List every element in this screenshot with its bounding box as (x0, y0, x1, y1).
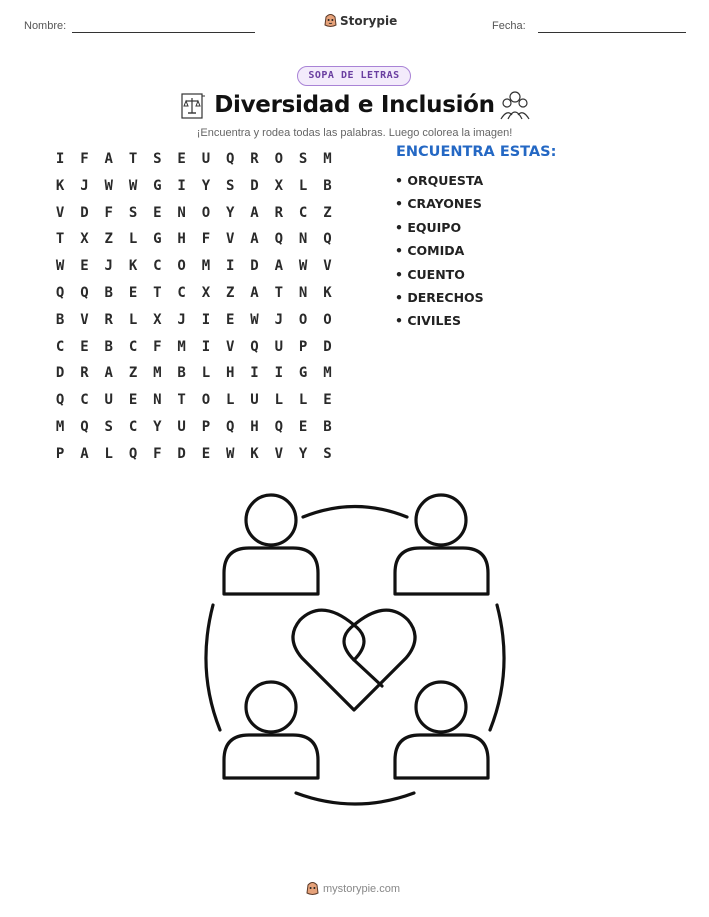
grid-letter[interactable]: I (274, 365, 284, 382)
grid-letter[interactable]: U (250, 392, 259, 409)
grid-letter[interactable]: I (55, 151, 65, 167)
grid-letter[interactable]: B (177, 365, 186, 382)
grid-letter[interactable]: Q (250, 338, 259, 355)
grid-letter[interactable]: R (250, 151, 259, 167)
grid-letter[interactable]: E (226, 311, 235, 328)
grid-row (48, 387, 340, 414)
grid-letter[interactable]: Z (104, 231, 113, 248)
grid-letter[interactable]: Z (128, 365, 138, 382)
grid-row (48, 173, 340, 200)
grid-letter[interactable]: T (55, 231, 65, 248)
grid-letter[interactable]: L (274, 392, 284, 409)
grid-letter[interactable]: D (177, 445, 186, 462)
grid-letter[interactable]: I (250, 365, 259, 382)
grid-letter[interactable]: M (201, 258, 211, 275)
grid-letter[interactable]: C (128, 418, 138, 435)
grid-letter[interactable]: A (250, 204, 259, 221)
word-search-grid[interactable] (48, 146, 340, 468)
grid-letter[interactable]: N (298, 231, 308, 248)
grid-letter[interactable]: M (323, 365, 332, 382)
diverse-people-icon (500, 89, 530, 121)
grid-letter[interactable]: P (298, 338, 308, 355)
grid-letter[interactable]: O (274, 151, 284, 167)
grid-letter[interactable]: D (55, 365, 65, 382)
grid-letter[interactable]: E (298, 418, 308, 435)
footer-url[interactable]: mystorypie.com (323, 882, 401, 895)
grid-letter[interactable]: G (153, 177, 162, 194)
grid-letter[interactable]: X (274, 177, 284, 194)
word-list-item: • DERECHOS (395, 289, 484, 305)
grid-letter[interactable]: T (274, 284, 284, 301)
name-field[interactable] (72, 32, 255, 33)
grid-letter[interactable]: I (226, 258, 235, 275)
instructions: ¡Encuentra y rodea todas las palabras. Luego colorea la imagen! (196, 127, 513, 139)
grid-letter[interactable]: I (201, 338, 211, 355)
activity-badge: SOPA DE LETRAS (297, 66, 411, 86)
grid-letter[interactable]: A (250, 284, 259, 301)
grid-row (48, 414, 340, 441)
grid-letter[interactable]: C (298, 204, 308, 221)
grid-letter[interactable]: W (55, 258, 65, 275)
grid-letter[interactable]: Z (323, 204, 332, 221)
grid-letter[interactable]: G (153, 231, 162, 248)
grid-letter[interactable]: D (250, 258, 259, 275)
grid-letter[interactable]: O (177, 258, 186, 275)
grid-letter[interactable]: X (80, 231, 89, 248)
page-title: Diversidad e Inclusión (214, 92, 495, 118)
word-list (395, 172, 484, 336)
grid-letter[interactable]: U (274, 338, 284, 355)
grid-letter[interactable]: A (274, 258, 284, 275)
grid-letter[interactable]: Q (55, 392, 65, 409)
grid-letter[interactable]: S (298, 151, 308, 167)
word-list-item: • COMIDA (395, 243, 465, 259)
grid-letter[interactable]: D (323, 338, 332, 355)
grid-letter[interactable]: V (226, 338, 235, 355)
grid-letter[interactable]: E (323, 392, 332, 409)
grid-row (48, 280, 340, 307)
grid-letter[interactable]: L (128, 311, 138, 328)
grid-letter[interactable]: T (153, 284, 162, 301)
grid-letter[interactable]: W (226, 445, 235, 462)
grid-letter[interactable]: Q (128, 445, 138, 462)
grid-row (48, 200, 340, 227)
grid-letter[interactable]: H (226, 365, 235, 382)
grid-letter[interactable]: D (250, 177, 259, 194)
grid-letter[interactable]: C (153, 258, 162, 275)
grid-letter[interactable]: M (323, 151, 332, 167)
grid-letter[interactable]: J (104, 258, 113, 275)
grid-letter[interactable]: U (104, 392, 113, 409)
grid-letter[interactable]: E (80, 338, 89, 355)
grid-letter[interactable]: V (226, 231, 235, 248)
grid-letter[interactable]: I (177, 177, 186, 194)
grid-letter[interactable]: Y (226, 204, 235, 221)
grid-letter[interactable]: E (80, 258, 89, 275)
grid-letter[interactable]: F (153, 338, 162, 355)
grid-letter[interactable]: K (250, 445, 259, 462)
grid-row (48, 441, 340, 468)
grid-letter[interactable]: G (298, 365, 308, 382)
brand-name: Storypie (340, 13, 398, 28)
grid-letter[interactable]: A (104, 365, 113, 382)
grid-letter[interactable]: L (226, 392, 235, 409)
grid-letter[interactable]: Q (274, 231, 284, 248)
grid-row (48, 226, 340, 253)
grid-letter[interactable]: K (323, 284, 332, 301)
grid-letter[interactable]: E (201, 445, 211, 462)
grid-letter[interactable]: T (128, 151, 138, 167)
grid-letter[interactable]: H (250, 418, 259, 435)
grid-letter[interactable]: Q (80, 284, 89, 301)
grid-letter[interactable]: J (177, 311, 186, 328)
grid-letter[interactable]: U (177, 418, 186, 435)
grid-letter[interactable]: C (80, 392, 89, 409)
grid-letter[interactable]: B (55, 311, 65, 328)
grid-letter[interactable]: L (128, 231, 138, 248)
grid-letter[interactable]: O (298, 311, 308, 328)
grid-letter[interactable]: Q (226, 418, 235, 435)
grid-letter[interactable]: S (323, 445, 332, 462)
grid-letter[interactable]: V (274, 445, 284, 462)
grid-letter[interactable]: L (201, 365, 211, 382)
grid-letter[interactable]: X (201, 284, 211, 301)
grid-letter[interactable]: Y (153, 418, 162, 435)
grid-letter[interactable]: C (128, 338, 138, 355)
grid-letter[interactable]: U (201, 151, 211, 167)
grid-letter[interactable]: B (104, 338, 113, 355)
grid-letter[interactable]: L (104, 445, 113, 462)
grid-letter[interactable]: S (128, 204, 138, 221)
grid-letter[interactable]: A (80, 445, 89, 462)
grid-letter[interactable]: B (323, 418, 332, 435)
grid-letter[interactable]: N (177, 204, 186, 221)
grid-letter[interactable]: Y (298, 445, 308, 462)
grid-row (48, 307, 340, 334)
grid-letter[interactable]: I (201, 311, 211, 328)
footer (306, 881, 400, 896)
grid-letter[interactable]: R (274, 204, 284, 221)
grid-row (48, 334, 340, 361)
grid-letter[interactable]: X (153, 311, 162, 328)
grid-letter[interactable]: B (104, 284, 113, 301)
date-label: Fecha: (492, 20, 526, 32)
grid-row (48, 360, 340, 387)
grid-letter[interactable]: W (298, 258, 308, 275)
grid-letter[interactable]: E (153, 204, 162, 221)
grid-letter[interactable]: E (128, 392, 138, 409)
grid-letter[interactable]: N (298, 284, 308, 301)
grid-letter[interactable]: M (55, 418, 65, 435)
grid-letter[interactable]: E (128, 284, 138, 301)
grid-letter[interactable]: C (55, 338, 65, 355)
word-list-title: ENCUENTRA ESTAS: (396, 144, 557, 160)
word-list-item: • CIVILES (395, 313, 461, 329)
grid-letter[interactable]: F (104, 204, 113, 221)
grid-letter[interactable]: B (323, 177, 332, 194)
brand (324, 13, 397, 28)
grid-letter[interactable]: V (323, 258, 332, 275)
grid-letter[interactable]: Q (55, 284, 65, 301)
grid-letter[interactable]: W (128, 177, 138, 194)
grid-letter[interactable]: W (250, 311, 259, 328)
grid-letter[interactable]: L (298, 392, 308, 409)
grid-letter[interactable]: J (80, 177, 89, 194)
grid-letter[interactable]: M (177, 338, 186, 355)
grid-row (48, 146, 340, 173)
grid-letter[interactable]: V (80, 311, 89, 328)
name-label: Nombre: (24, 20, 67, 32)
grid-letter[interactable]: Z (226, 284, 235, 301)
grid-letter[interactable]: T (177, 392, 186, 409)
grid-letter[interactable]: P (201, 418, 211, 435)
grid-letter[interactable]: S (226, 177, 235, 194)
grid-letter[interactable]: O (323, 311, 332, 328)
grid-row (48, 253, 340, 280)
people-around-heart-icon (200, 488, 510, 806)
grid-letter[interactable]: C (177, 284, 186, 301)
word-list-item: • EQUIPO (395, 219, 462, 235)
grid-letter[interactable]: Q (274, 418, 284, 435)
grid-letter[interactable]: M (153, 365, 162, 382)
grid-letter[interactable]: N (153, 392, 162, 409)
grid-letter[interactable]: P (55, 445, 65, 462)
grid-letter[interactable]: K (55, 177, 65, 194)
word-list-item: • ORQUESTA (395, 173, 484, 188)
grid-letter[interactable]: E (177, 151, 186, 167)
grid-letter[interactable]: Y (201, 177, 211, 194)
grid-letter[interactable]: R (80, 365, 89, 382)
grid-letter[interactable]: O (201, 392, 211, 409)
grid-letter[interactable]: F (201, 231, 211, 248)
grid-letter[interactable]: A (104, 151, 113, 167)
storypie-mascot-icon (324, 13, 337, 28)
grid-letter[interactable]: O (201, 204, 211, 221)
grid-letter[interactable]: Q (80, 418, 89, 435)
grid-letter[interactable]: Q (323, 231, 332, 248)
word-list-item: • CRAYONES (395, 196, 482, 212)
grid-letter[interactable]: S (153, 151, 162, 167)
grid-letter[interactable]: J (274, 311, 284, 328)
grid-letter[interactable]: L (298, 177, 308, 194)
grid-letter[interactable]: F (80, 151, 89, 167)
grid-letter[interactable]: K (128, 258, 138, 275)
grid-letter[interactable]: R (104, 311, 113, 328)
grid-letter[interactable]: A (250, 231, 259, 248)
storypie-mascot-icon (306, 881, 319, 896)
grid-letter[interactable]: V (55, 204, 65, 221)
grid-letter[interactable]: S (104, 418, 113, 435)
grid-letter[interactable]: D (80, 204, 89, 221)
grid-letter[interactable]: Q (226, 151, 235, 167)
grid-letter[interactable]: W (104, 177, 113, 194)
grid-letter[interactable]: H (177, 231, 186, 248)
word-list-item: • CUENTO (395, 266, 465, 282)
date-field[interactable] (538, 32, 686, 33)
grid-letter[interactable]: F (153, 445, 162, 462)
